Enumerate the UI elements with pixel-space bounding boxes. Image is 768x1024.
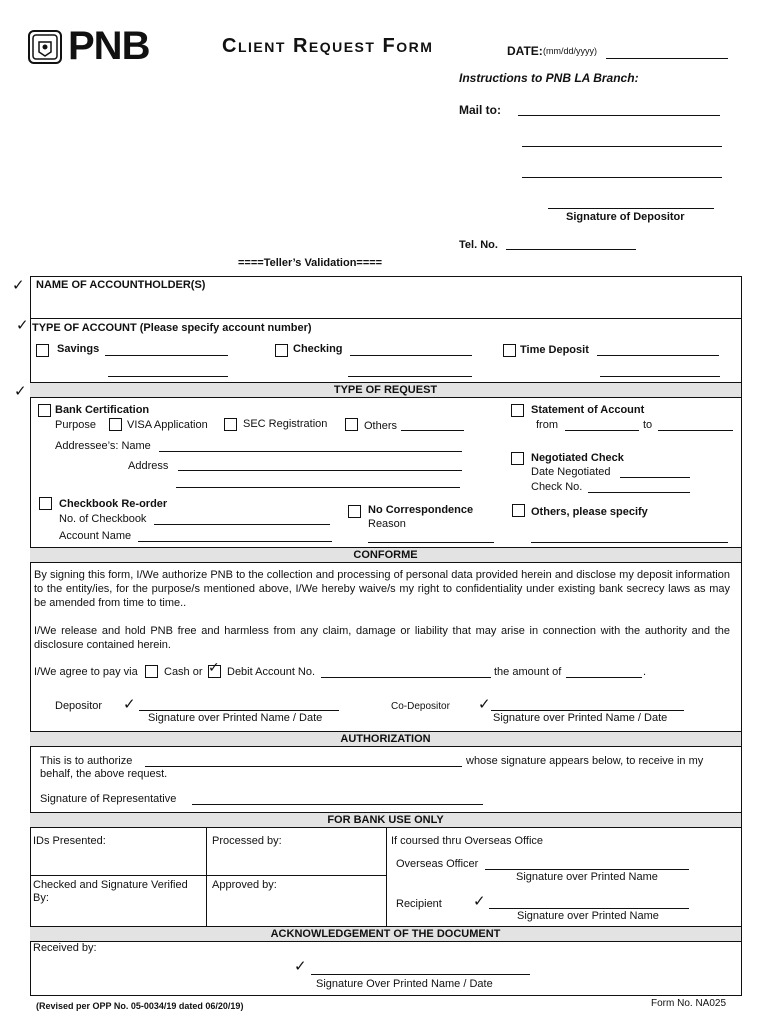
- officer-sig-caption: Signature over Printed Name: [516, 871, 658, 883]
- recipient-label: Recipient: [396, 898, 442, 910]
- depositor-sig-caption: Signature over Printed Name / Date: [148, 712, 323, 724]
- authorize-label: This is to authorize: [40, 755, 133, 767]
- overseas-officer-label: Overseas Officer: [396, 858, 479, 870]
- conforme-header: CONFORME: [30, 547, 741, 563]
- date-label: DATE:: [507, 44, 543, 58]
- approved-by-label: Approved by:: [212, 879, 277, 891]
- representative-signature-field[interactable]: [192, 804, 483, 805]
- date-negotiated-label: Date Negotiated: [531, 466, 611, 478]
- checking-account-field[interactable]: [350, 355, 472, 356]
- savings-checkbox[interactable]: [36, 344, 49, 357]
- bank-use-header: FOR BANK USE ONLY: [30, 812, 741, 828]
- divider: [30, 875, 386, 876]
- check-mark-icon: ✓: [12, 276, 25, 294]
- amount-field[interactable]: [566, 677, 642, 678]
- authorized-person-field[interactable]: [145, 766, 462, 767]
- negotiated-check-label: Negotiated Check: [531, 452, 624, 464]
- debit-label: Debit Account No.: [227, 666, 316, 678]
- depositor-signature-line[interactable]: [548, 208, 714, 209]
- authorize-label-2: whose signature appears below, to receive in my: [466, 755, 704, 767]
- statement-checkbox[interactable]: [511, 404, 524, 417]
- period: .: [643, 666, 647, 678]
- savings-account-field[interactable]: [105, 355, 228, 356]
- purpose-label: Purpose: [55, 419, 96, 431]
- to-label: to: [643, 419, 653, 431]
- account-type-label: TYPE OF ACCOUNT (Please specify account number): [32, 322, 312, 334]
- time-deposit-field-2[interactable]: [600, 376, 720, 377]
- sec-label: SEC Registration: [243, 418, 328, 430]
- co-depositor-sig-caption: Signature over Printed Name / Date: [493, 712, 668, 724]
- date-format: (mm/dd/yyyy): [543, 46, 597, 56]
- cash-checkbox[interactable]: [145, 665, 158, 678]
- addressee-label: Addressee’s: Name: [55, 440, 151, 452]
- no-of-checkbook-label: No. of Checkbook: [59, 513, 147, 525]
- authorize-label-3: behalf, the above request.: [40, 768, 168, 780]
- time-deposit-label: Time Deposit: [520, 344, 589, 356]
- bank-certification-label: Bank Certification: [55, 404, 150, 416]
- check-mark-icon: ✓: [294, 957, 307, 975]
- divider: [206, 828, 207, 926]
- reason-label: Reason: [368, 518, 406, 530]
- tel-no-label: Tel. No.: [459, 239, 498, 251]
- brand-name: PNB: [68, 24, 150, 68]
- teller-validation: ====Teller’s Validation====: [238, 257, 383, 269]
- coursed-label: If coursed thru Overseas Office: [391, 835, 544, 847]
- accountholder-field[interactable]: [32, 292, 732, 316]
- others-specify-label: Others, please specify: [531, 506, 648, 518]
- address-label: Address: [128, 460, 169, 472]
- instructions-label: Instructions to PNB LA Branch:: [459, 71, 639, 85]
- time-deposit-field[interactable]: [597, 355, 719, 356]
- divider: [30, 318, 741, 319]
- others-checkbox[interactable]: [345, 418, 358, 431]
- to-field[interactable]: [658, 430, 733, 431]
- debit-account-field[interactable]: [321, 677, 491, 678]
- divider: [386, 828, 387, 926]
- check-mark-icon: ✓: [478, 695, 491, 713]
- mail-to-line-2[interactable]: [522, 146, 722, 147]
- accountholder-label: NAME OF ACCOUNTHOLDER(S): [36, 279, 206, 291]
- no-correspondence-label: No Correspondence: [368, 504, 474, 516]
- release-paragraph: I/We release and hold PNB free and harmless from any claim, damage or liability that may arise in connection with the authority and the disclosure contained herein.: [34, 625, 730, 651]
- time-deposit-checkbox[interactable]: [503, 344, 516, 357]
- checkbook-checkbox[interactable]: [39, 497, 52, 510]
- co-depositor-label: Co-Depositor: [391, 701, 450, 712]
- check-mark-icon: ✓: [123, 695, 136, 713]
- negotiated-check-checkbox[interactable]: [511, 452, 524, 465]
- checked-verified-label: Checked and Signature Verified By:: [33, 879, 188, 904]
- savings-label: Savings: [57, 343, 100, 355]
- debit-checked-icon: ✓: [208, 660, 220, 676]
- address-field-1[interactable]: [178, 470, 462, 471]
- consent-paragraph: By signing this form, I/We authorize PNB to the collection and processing of personal data provided herein and disclose my deposit information to the entity/ies, for the purpose/s mentioned above, I/We hereby waive/s my right to confidentiality under existing bank secrecy laws as may be amended from time to time..: [34, 569, 730, 609]
- checking-checkbox[interactable]: [275, 344, 288, 357]
- statement-label: Statement of Account: [531, 404, 645, 416]
- account-name-label: Account Name: [59, 530, 132, 542]
- addressee-name-field[interactable]: [159, 451, 462, 452]
- others-label: Others: [364, 420, 398, 432]
- form-number: Form No. NA025: [651, 998, 727, 1009]
- no-of-checkbook-field[interactable]: [154, 524, 330, 525]
- signature-depositor-label: Signature of Depositor: [566, 211, 685, 223]
- pnb-seal-icon: [28, 30, 62, 64]
- mail-to-line-1[interactable]: [518, 115, 720, 116]
- address-field-2[interactable]: [176, 487, 460, 488]
- others-field[interactable]: [401, 430, 464, 431]
- check-mark-icon: ✓: [14, 382, 27, 400]
- received-by-label: Received by:: [33, 942, 97, 954]
- checking-account-field-2[interactable]: [348, 376, 472, 377]
- from-field[interactable]: [565, 430, 639, 431]
- others-specify-checkbox[interactable]: [512, 504, 525, 517]
- sec-checkbox[interactable]: [224, 418, 237, 431]
- recipient-field[interactable]: [489, 908, 689, 909]
- mail-to-label: Mail to:: [459, 103, 501, 117]
- recipient-sig-caption: Signature over Printed Name: [517, 910, 659, 922]
- processed-by-label: Processed by:: [212, 835, 282, 847]
- sig-rep-label: Signature of Representative: [40, 793, 177, 805]
- checkbook-label: Checkbook Re-order: [59, 498, 168, 510]
- savings-account-field-2[interactable]: [108, 376, 228, 377]
- check-no-field[interactable]: [588, 492, 690, 493]
- others-specify-field[interactable]: [531, 542, 728, 543]
- date-field[interactable]: [606, 58, 728, 59]
- ids-presented-label: IDs Presented:: [33, 835, 106, 847]
- authorization-header: AUTHORIZATION: [30, 731, 741, 747]
- no-correspondence-checkbox[interactable]: [348, 505, 361, 518]
- bank-certification-checkbox[interactable]: [38, 404, 51, 417]
- depositor-label: Depositor: [55, 700, 103, 712]
- type-of-request-header: TYPE OF REQUEST: [30, 382, 741, 398]
- visa-label: VISA Application: [127, 419, 208, 431]
- check-no-label: Check No.: [531, 481, 583, 493]
- ack-header: ACKNOWLEDGEMENT OF THE DOCUMENT: [30, 926, 741, 942]
- received-signature-field[interactable]: [311, 974, 530, 975]
- visa-checkbox[interactable]: [109, 418, 122, 431]
- date-negotiated-field[interactable]: [620, 477, 690, 478]
- ack-sig-caption: Signature Over Printed Name / Date: [316, 978, 493, 990]
- reason-field[interactable]: [368, 542, 494, 543]
- account-name-field[interactable]: [138, 541, 332, 542]
- overseas-officer-field[interactable]: [485, 869, 689, 870]
- checking-label: Checking: [293, 343, 343, 355]
- form-title: Client Request Form: [222, 35, 434, 57]
- revision-note: (Revised per OPP No. 05-0034/19 dated 06/20/19): [36, 1001, 244, 1011]
- check-mark-icon: ✓: [473, 892, 486, 910]
- mail-to-line-3[interactable]: [522, 177, 722, 178]
- from-label: from: [536, 419, 558, 431]
- agree-label: I/We agree to pay via: [34, 666, 138, 678]
- depositor-signature-field[interactable]: [139, 710, 339, 711]
- tel-no-field[interactable]: [506, 249, 636, 250]
- check-mark-icon: ✓: [16, 316, 29, 334]
- co-depositor-signature-field[interactable]: [491, 710, 684, 711]
- cash-label: Cash or: [164, 666, 203, 678]
- amount-label: the amount of: [494, 666, 562, 678]
